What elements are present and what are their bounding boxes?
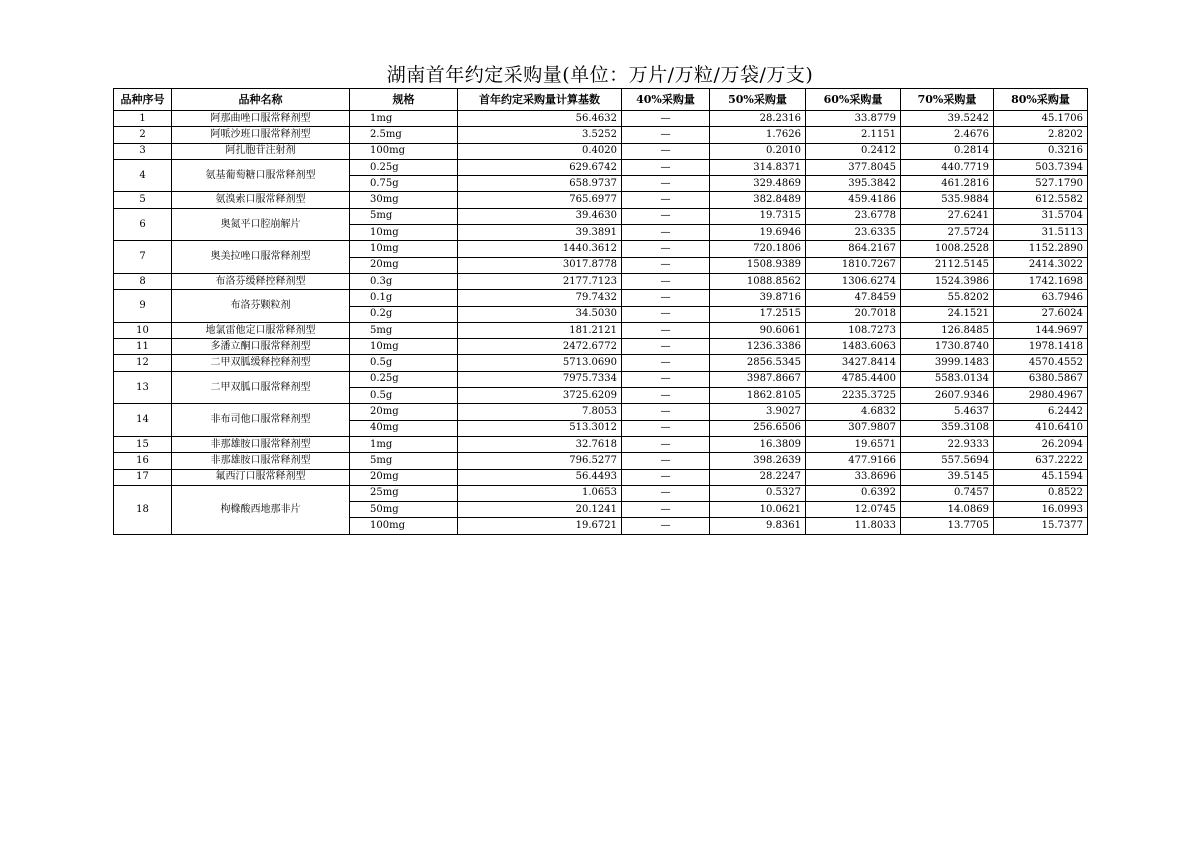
base-quantity-cell: 629.6742	[458, 159, 622, 175]
base-quantity-cell: 2472.6772	[458, 339, 622, 355]
p70-quantity-cell: 2607.9346	[901, 388, 994, 404]
p80-quantity-cell: 63.7946	[994, 290, 1088, 306]
p60-quantity-cell: 20.7018	[806, 306, 901, 322]
header-cell: 40%采购量	[622, 89, 710, 111]
table-row	[114, 127, 1088, 143]
p80-quantity-cell: 45.1594	[994, 469, 1088, 485]
spec-cell: 10mg	[350, 241, 458, 257]
p70-quantity-cell: 5583.0134	[901, 371, 994, 387]
p60-quantity-cell: 33.8696	[806, 469, 901, 485]
p60-quantity-cell: 1810.7267	[806, 257, 901, 273]
base-quantity-cell: 39.3891	[458, 225, 622, 241]
p60-quantity-cell: 1483.6063	[806, 339, 901, 355]
p60-quantity-cell: 2235.3725	[806, 388, 901, 404]
base-quantity-cell: 79.7432	[458, 290, 622, 306]
spec-cell: 0.25g	[350, 159, 458, 175]
header-cell: 60%采购量	[806, 89, 901, 111]
p40-quantity-cell: —	[622, 485, 710, 501]
spec-cell: 5mg	[350, 208, 458, 224]
p60-quantity-cell: 12.0745	[806, 502, 901, 518]
p40-quantity-cell: —	[622, 208, 710, 224]
p60-quantity-cell: 0.2412	[806, 143, 901, 159]
spec-cell: 0.1g	[350, 290, 458, 306]
p40-quantity-cell: —	[622, 469, 710, 485]
p80-quantity-cell: 16.0993	[994, 502, 1088, 518]
p80-quantity-cell: 45.1706	[994, 111, 1088, 127]
p70-quantity-cell: 39.5242	[901, 111, 994, 127]
p50-quantity-cell: 329.4869	[710, 176, 806, 192]
base-quantity-cell: 19.6721	[458, 518, 622, 534]
base-quantity-cell: 1440.3612	[458, 241, 622, 257]
p50-quantity-cell: 39.8716	[710, 290, 806, 306]
p40-quantity-cell: —	[622, 371, 710, 387]
p50-quantity-cell: 1088.8562	[710, 273, 806, 289]
base-quantity-cell: 3725.6209	[458, 388, 622, 404]
spec-cell: 5mg	[350, 453, 458, 469]
p40-quantity-cell: —	[622, 159, 710, 175]
item-name-cell: 布洛芬缓释控释剂型	[172, 273, 350, 289]
p70-quantity-cell: 24.1521	[901, 306, 994, 322]
page-title: 湖南首年约定采购量(单位：万片/万粒/万袋/万支)	[386, 64, 814, 86]
base-quantity-cell: 0.4020	[458, 143, 622, 159]
p40-quantity-cell: —	[622, 420, 710, 436]
p80-quantity-cell: 2414.3022	[994, 257, 1088, 273]
item-name-cell: 奥美拉唑口服常释剂型	[172, 241, 350, 274]
spec-cell: 30mg	[350, 192, 458, 208]
base-quantity-cell: 32.7618	[458, 436, 622, 452]
p70-quantity-cell: 0.7457	[901, 485, 994, 501]
p60-quantity-cell: 307.9807	[806, 420, 901, 436]
p50-quantity-cell: 17.2515	[710, 306, 806, 322]
p80-quantity-cell: 144.9697	[994, 322, 1088, 338]
spec-cell: 10mg	[350, 339, 458, 355]
p60-quantity-cell: 4.6832	[806, 404, 901, 420]
item-name-cell: 布洛芬颗粒剂	[172, 290, 350, 323]
table-row	[114, 436, 1088, 452]
base-quantity-cell: 7.8053	[458, 404, 622, 420]
item-number-cell: 8	[114, 273, 172, 289]
p70-quantity-cell: 27.6241	[901, 208, 994, 224]
p70-quantity-cell: 39.5145	[901, 469, 994, 485]
p40-quantity-cell: —	[622, 502, 710, 518]
p80-quantity-cell: 2.8202	[994, 127, 1088, 143]
p70-quantity-cell: 535.9884	[901, 192, 994, 208]
p40-quantity-cell: —	[622, 322, 710, 338]
header-cell: 规格	[350, 89, 458, 111]
item-number-cell: 4	[114, 159, 172, 192]
item-number-cell: 17	[114, 469, 172, 485]
item-name-cell: 非布司他口服常释剂型	[172, 404, 350, 437]
base-quantity-cell: 56.4493	[458, 469, 622, 485]
p40-quantity-cell: —	[622, 127, 710, 143]
p40-quantity-cell: —	[622, 453, 710, 469]
spec-cell: 0.5g	[350, 388, 458, 404]
item-number-cell: 9	[114, 290, 172, 323]
table-row	[114, 192, 1088, 208]
table-row	[114, 322, 1088, 338]
header-row	[114, 89, 1088, 111]
p60-quantity-cell: 11.8033	[806, 518, 901, 534]
p50-quantity-cell: 0.2010	[710, 143, 806, 159]
table-row	[114, 111, 1088, 127]
item-number-cell: 10	[114, 322, 172, 338]
table-row	[114, 371, 1088, 387]
base-quantity-cell: 7975.7334	[458, 371, 622, 387]
spec-cell: 2.5mg	[350, 127, 458, 143]
p70-quantity-cell: 55.8202	[901, 290, 994, 306]
item-name-cell: 非那雄胺口服常释剂型	[172, 436, 350, 452]
table-row	[114, 355, 1088, 371]
p60-quantity-cell: 864.2167	[806, 241, 901, 257]
p80-quantity-cell: 1742.1698	[994, 273, 1088, 289]
p50-quantity-cell: 1.7626	[710, 127, 806, 143]
p70-quantity-cell: 13.7705	[901, 518, 994, 534]
header-cell: 品种名称	[172, 89, 350, 111]
base-quantity-cell: 3017.8778	[458, 257, 622, 273]
p60-quantity-cell: 47.8459	[806, 290, 901, 306]
spec-cell: 0.75g	[350, 176, 458, 192]
item-name-cell: 阿扎胞苷注射剂	[172, 143, 350, 159]
item-name-cell: 多潘立酮口服常释剂型	[172, 339, 350, 355]
base-quantity-cell: 56.4632	[458, 111, 622, 127]
p50-quantity-cell: 3987.8667	[710, 371, 806, 387]
p50-quantity-cell: 16.3809	[710, 436, 806, 452]
p80-quantity-cell: 2980.4967	[994, 388, 1088, 404]
p60-quantity-cell: 4785.4400	[806, 371, 901, 387]
p60-quantity-cell: 33.8779	[806, 111, 901, 127]
table-row	[114, 469, 1088, 485]
item-number-cell: 11	[114, 339, 172, 355]
p60-quantity-cell: 377.8045	[806, 159, 901, 175]
p60-quantity-cell: 19.6571	[806, 436, 901, 452]
base-quantity-cell: 3.5252	[458, 127, 622, 143]
p60-quantity-cell: 1306.6274	[806, 273, 901, 289]
p50-quantity-cell: 19.7315	[710, 208, 806, 224]
table-body	[114, 111, 1088, 535]
p60-quantity-cell: 23.6778	[806, 208, 901, 224]
p40-quantity-cell: —	[622, 111, 710, 127]
base-quantity-cell: 34.5030	[458, 306, 622, 322]
spec-cell: 5mg	[350, 322, 458, 338]
spec-cell: 20mg	[350, 404, 458, 420]
p40-quantity-cell: —	[622, 388, 710, 404]
p50-quantity-cell: 1508.9389	[710, 257, 806, 273]
p80-quantity-cell: 0.8522	[994, 485, 1088, 501]
spec-cell: 100mg	[350, 518, 458, 534]
item-name-cell: 氨基葡萄糖口服常释剂型	[172, 159, 350, 192]
item-number-cell: 7	[114, 241, 172, 274]
p60-quantity-cell: 459.4186	[806, 192, 901, 208]
item-name-cell: 二甲双胍缓释控释剂型	[172, 355, 350, 371]
base-quantity-cell: 513.3012	[458, 420, 622, 436]
item-name-cell: 氨溴索口服常释剂型	[172, 192, 350, 208]
spec-cell: 0.2g	[350, 306, 458, 322]
spec-cell: 0.3g	[350, 273, 458, 289]
spec-cell: 10mg	[350, 225, 458, 241]
header-cell: 70%采购量	[901, 89, 994, 111]
header-cell: 首年约定采购量计算基数	[458, 89, 622, 111]
table-row	[114, 485, 1088, 501]
table-row	[114, 241, 1088, 257]
p40-quantity-cell: —	[622, 290, 710, 306]
p40-quantity-cell: —	[622, 404, 710, 420]
p50-quantity-cell: 2856.5345	[710, 355, 806, 371]
spec-cell: 20mg	[350, 257, 458, 273]
p40-quantity-cell: —	[622, 241, 710, 257]
spec-cell: 50mg	[350, 502, 458, 518]
p50-quantity-cell: 1236.3386	[710, 339, 806, 355]
p70-quantity-cell: 27.5724	[901, 225, 994, 241]
header-cell: 50%采购量	[710, 89, 806, 111]
p80-quantity-cell: 4570.4552	[994, 355, 1088, 371]
p70-quantity-cell: 359.3108	[901, 420, 994, 436]
header-cell: 80%采购量	[994, 89, 1088, 111]
p40-quantity-cell: —	[622, 306, 710, 322]
p80-quantity-cell: 1152.2890	[994, 241, 1088, 257]
p60-quantity-cell: 23.6335	[806, 225, 901, 241]
spec-cell: 0.5g	[350, 355, 458, 371]
p50-quantity-cell: 382.8489	[710, 192, 806, 208]
p70-quantity-cell: 5.4637	[901, 404, 994, 420]
p50-quantity-cell: 10.0621	[710, 502, 806, 518]
p40-quantity-cell: —	[622, 192, 710, 208]
item-number-cell: 6	[114, 208, 172, 241]
base-quantity-cell: 1.0653	[458, 485, 622, 501]
p80-quantity-cell: 0.3216	[994, 143, 1088, 159]
table-row	[114, 208, 1088, 224]
p80-quantity-cell: 1978.1418	[994, 339, 1088, 355]
spec-cell: 40mg	[350, 420, 458, 436]
table-row	[114, 143, 1088, 159]
p50-quantity-cell: 314.8371	[710, 159, 806, 175]
p80-quantity-cell: 6380.5867	[994, 371, 1088, 387]
p60-quantity-cell: 108.7273	[806, 322, 901, 338]
spec-cell: 100mg	[350, 143, 458, 159]
p80-quantity-cell: 31.5113	[994, 225, 1088, 241]
p50-quantity-cell: 0.5327	[710, 485, 806, 501]
p40-quantity-cell: —	[622, 339, 710, 355]
item-name-cell: 枸橼酸西地那非片	[172, 485, 350, 534]
p60-quantity-cell: 0.6392	[806, 485, 901, 501]
p70-quantity-cell: 1524.3986	[901, 273, 994, 289]
base-quantity-cell: 5713.0690	[458, 355, 622, 371]
base-quantity-cell: 796.5277	[458, 453, 622, 469]
table-row	[114, 339, 1088, 355]
base-quantity-cell: 658.9737	[458, 176, 622, 192]
item-number-cell: 2	[114, 127, 172, 143]
p70-quantity-cell: 2112.5145	[901, 257, 994, 273]
item-name-cell: 奥氮平口腔崩解片	[172, 208, 350, 241]
item-name-cell: 氟西汀口服常释剂型	[172, 469, 350, 485]
p60-quantity-cell: 3427.8414	[806, 355, 901, 371]
item-name-cell: 阿哌沙班口服常释剂型	[172, 127, 350, 143]
p80-quantity-cell: 27.6024	[994, 306, 1088, 322]
p40-quantity-cell: —	[622, 518, 710, 534]
item-name-cell: 阿那曲唑口服常释剂型	[172, 111, 350, 127]
base-quantity-cell: 181.2121	[458, 322, 622, 338]
item-number-cell: 16	[114, 453, 172, 469]
p40-quantity-cell: —	[622, 257, 710, 273]
p40-quantity-cell: —	[622, 176, 710, 192]
p70-quantity-cell: 557.5694	[901, 453, 994, 469]
p40-quantity-cell: —	[622, 355, 710, 371]
p70-quantity-cell: 2.4676	[901, 127, 994, 143]
table-row	[114, 159, 1088, 175]
p70-quantity-cell: 22.9333	[901, 436, 994, 452]
item-number-cell: 18	[114, 485, 172, 534]
p40-quantity-cell: —	[622, 436, 710, 452]
p60-quantity-cell: 477.9166	[806, 453, 901, 469]
p60-quantity-cell: 2.1151	[806, 127, 901, 143]
p70-quantity-cell: 0.2814	[901, 143, 994, 159]
p40-quantity-cell: —	[622, 273, 710, 289]
base-quantity-cell: 2177.7123	[458, 273, 622, 289]
p80-quantity-cell: 410.6410	[994, 420, 1088, 436]
table-row	[114, 273, 1088, 289]
p80-quantity-cell: 637.2222	[994, 453, 1088, 469]
p80-quantity-cell: 26.2094	[994, 436, 1088, 452]
p70-quantity-cell: 1008.2528	[901, 241, 994, 257]
p80-quantity-cell: 15.7377	[994, 518, 1088, 534]
item-number-cell: 1	[114, 111, 172, 127]
p80-quantity-cell: 503.7394	[994, 159, 1088, 175]
p50-quantity-cell: 3.9027	[710, 404, 806, 420]
p80-quantity-cell: 6.2442	[994, 404, 1088, 420]
header-cell: 品种序号	[114, 89, 172, 111]
p40-quantity-cell: —	[622, 143, 710, 159]
p50-quantity-cell: 398.2639	[710, 453, 806, 469]
item-number-cell: 15	[114, 436, 172, 452]
p50-quantity-cell: 19.6946	[710, 225, 806, 241]
spec-cell: 1mg	[350, 111, 458, 127]
p70-quantity-cell: 440.7719	[901, 159, 994, 175]
item-name-cell: 地氯雷他定口服常释剂型	[172, 322, 350, 338]
p50-quantity-cell: 9.8361	[710, 518, 806, 534]
spec-cell: 1mg	[350, 436, 458, 452]
item-name-cell: 二甲双胍口服常释剂型	[172, 371, 350, 404]
p50-quantity-cell: 1862.8105	[710, 388, 806, 404]
p80-quantity-cell: 612.5582	[994, 192, 1088, 208]
p70-quantity-cell: 126.8485	[901, 322, 994, 338]
spec-cell: 0.25g	[350, 371, 458, 387]
item-number-cell: 13	[114, 371, 172, 404]
item-number-cell: 12	[114, 355, 172, 371]
base-quantity-cell: 765.6977	[458, 192, 622, 208]
table-row	[114, 290, 1088, 306]
item-number-cell: 3	[114, 143, 172, 159]
p50-quantity-cell: 28.2247	[710, 469, 806, 485]
p60-quantity-cell: 395.3842	[806, 176, 901, 192]
item-number-cell: 5	[114, 192, 172, 208]
p80-quantity-cell: 527.1790	[994, 176, 1088, 192]
p70-quantity-cell: 461.2816	[901, 176, 994, 192]
table-row	[114, 453, 1088, 469]
item-number-cell: 14	[114, 404, 172, 437]
p70-quantity-cell: 14.0869	[901, 502, 994, 518]
procurement-table	[113, 88, 1088, 535]
p50-quantity-cell: 28.2316	[710, 111, 806, 127]
table-row	[114, 404, 1088, 420]
base-quantity-cell: 20.1241	[458, 502, 622, 518]
spec-cell: 20mg	[350, 469, 458, 485]
p70-quantity-cell: 1730.8740	[901, 339, 994, 355]
item-name-cell: 非那雄胺口服常释剂型	[172, 453, 350, 469]
p40-quantity-cell: —	[622, 225, 710, 241]
spec-cell: 25mg	[350, 485, 458, 501]
p50-quantity-cell: 90.6061	[710, 322, 806, 338]
p50-quantity-cell: 720.1806	[710, 241, 806, 257]
base-quantity-cell: 39.4630	[458, 208, 622, 224]
p80-quantity-cell: 31.5704	[994, 208, 1088, 224]
p50-quantity-cell: 256.6506	[710, 420, 806, 436]
p70-quantity-cell: 3999.1483	[901, 355, 994, 371]
